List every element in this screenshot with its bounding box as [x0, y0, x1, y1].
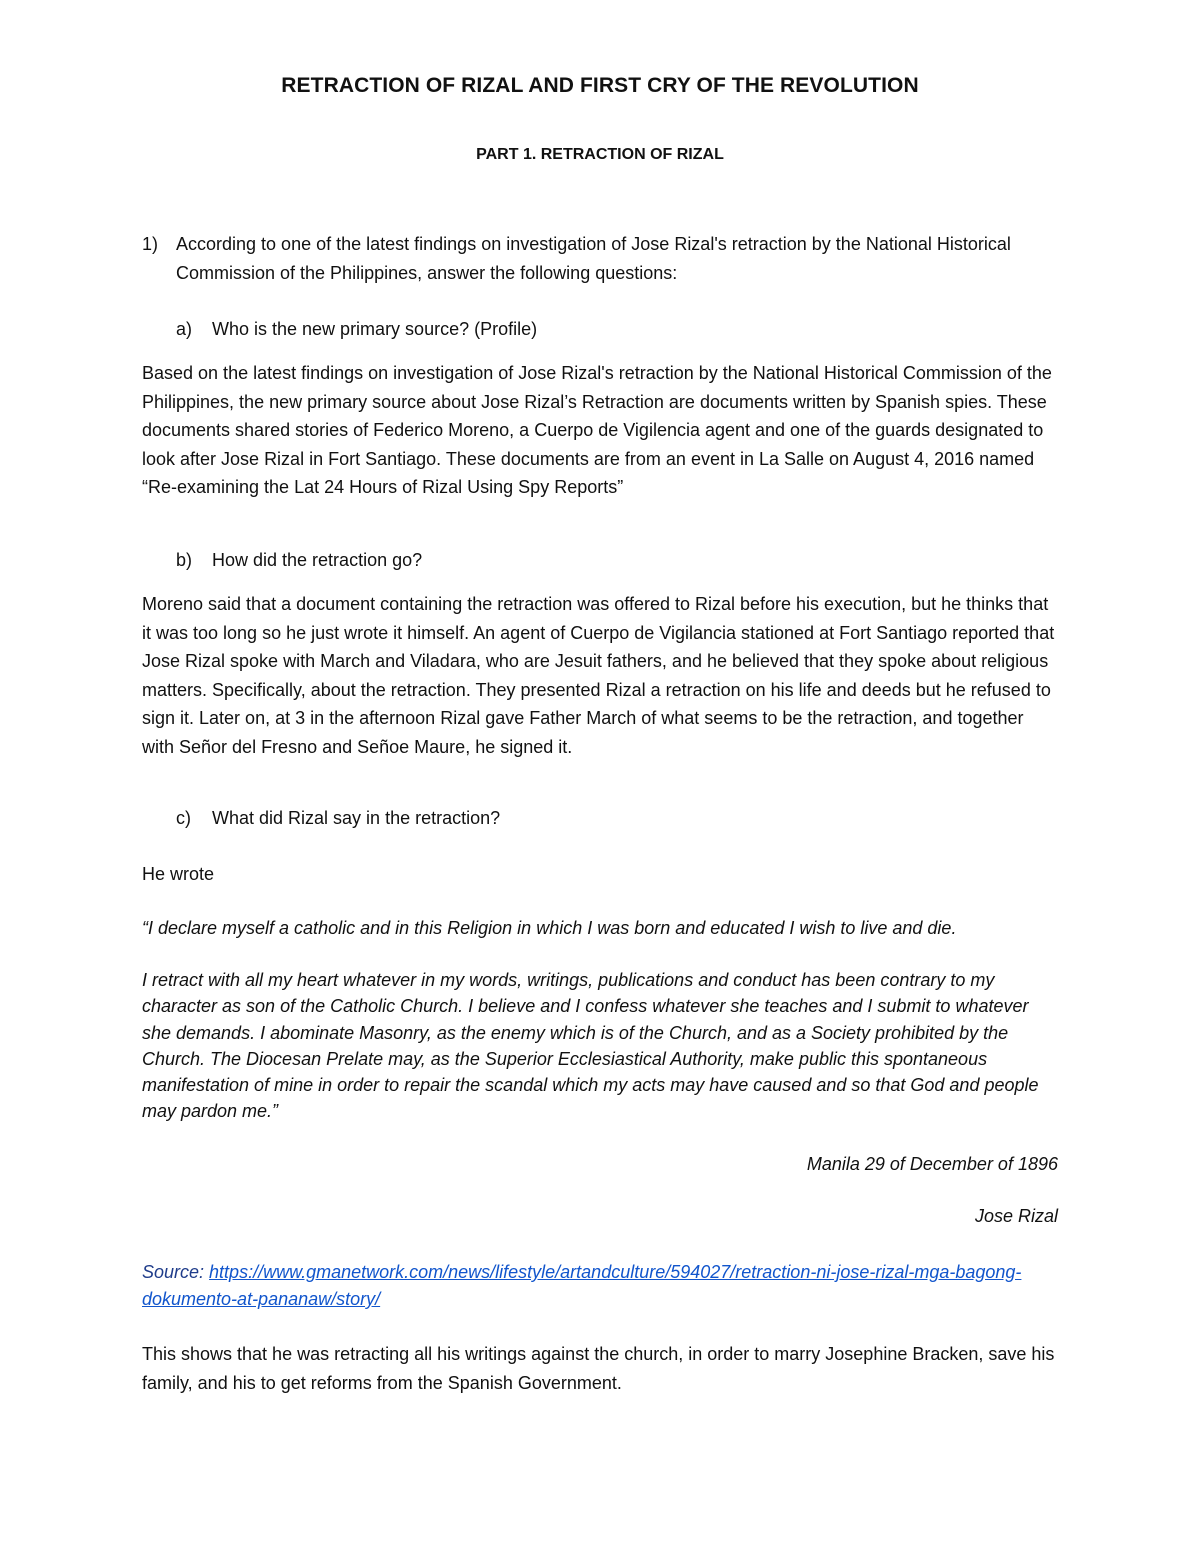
source-label: Source: — [142, 1262, 210, 1282]
sub-question-a-text: Who is the new primary source? (Profile) — [212, 319, 538, 339]
sub-question-c-text: What did Rizal say in the retraction? — [212, 808, 501, 828]
he-wrote-text: He wrote — [142, 864, 215, 884]
quote-line-1: “I declare myself a catholic and in this Religion in which I was born and educated I wish to live and die. — [142, 918, 957, 938]
question-1-text: According to one of the latest findings on investigation of Jose Rizal's retraction by the National Historical Commission of the Philippines, answer the following questions: — [176, 234, 1011, 283]
question-1-number: 1) — [142, 234, 159, 254]
sub-question-b — [176, 546, 422, 574]
sub-question-a — [176, 315, 537, 343]
sub-question-c — [176, 804, 500, 832]
answer-b: Moreno said that a document containing the retraction was offered to Rizal before his execution, but he thinks that it was too long so he just wrote it himself. An agent of Cuerpo de Vigilancia stationed at Fort Santiago reported that Jose Rizal spoke with March and Viladara, who are Jesuit fathers, and he believed that they spoke about religious matters. Specifically, about the retraction. They presented Rizal a retraction on his life and deeds but he refused to sign it. Later on, at 3 in the afternoon Rizal gave Father March of what seems to be the retraction, and together with Señor del Fresno and Señoe Maure, he signed it. — [142, 594, 1055, 757]
quote-paragraph-2: I retract with all my heart whatever in my words, writings, publications and conduct has been contrary to my character as son of the Catholic Church. I believe and I confess whatever she teaches and I submit to whatever she demands. I abominate Masonry, as the enemy which is of the Church, and as a Society prohibited by the Church. The Diocesan Prelate may, as the Superior Ecclesiastical Authority, make public this spontaneous manifestation of mine in order to repair the scandal which my acts may have caused and so that God and people may pardon me.” — [142, 970, 1039, 1122]
document-title: RETRACTION OF RIZAL AND FIRST CRY OF THE REVOLUTION — [281, 74, 919, 97]
answer-a: Based on the latest findings on investigation of Jose Rizal's retraction by the National Historical Commission of the Philippines, the new primary source about Jose Rizal’s Retraction are documents written by Spanish spies. These documents shared stories of Federico Moreno, a Cuerpo de Vigilencia agent and one of the guards designated to look after Jose Rizal in Fort Santiago. These documents are from an event in La Salle on August 4, 2016 named “Re-examining the Lat 24 Hours of Rizal Using Spy Reports” — [142, 363, 1052, 498]
source-link[interactable]: https://www.gmanetwork.com/news/lifestyle/artandculture/594027/retraction-ni-jose-rizal-mga-bagong-dokumento-at-pananaw/story/ — [142, 1262, 1022, 1309]
sub-question-a-letter: a) — [176, 319, 193, 339]
sub-question-b-letter: b) — [176, 550, 193, 570]
signature: Jose Rizal — [974, 1206, 1058, 1226]
conclusion-paragraph: This shows that he was retracting all his writings against the church, in order to marry Josephine Bracken, save his family, and his to get reforms from the Spanish Government. — [142, 1344, 1055, 1393]
place-date: Manila 29 of December of 1896 — [806, 1154, 1058, 1174]
part-title: PART 1. RETRACTION OF RIZAL — [476, 146, 724, 163]
source-citation — [142, 1259, 1058, 1313]
sub-question-c-letter: c) — [176, 808, 191, 828]
sub-question-b-text: How did the retraction go? — [212, 550, 423, 570]
